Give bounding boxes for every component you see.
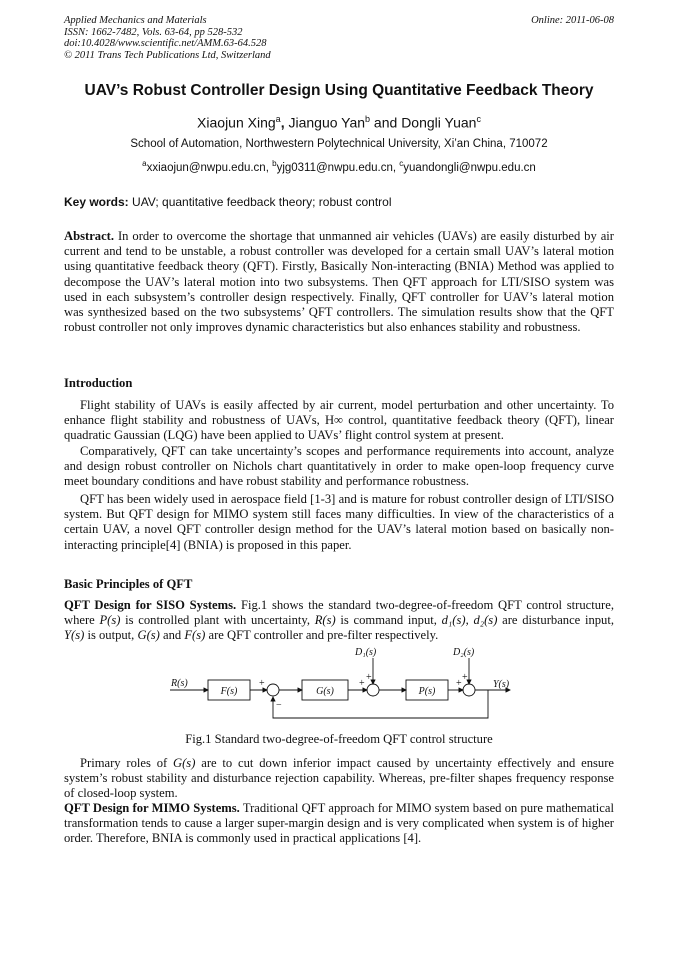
journal-name: Applied Mechanics and Materials	[64, 15, 207, 26]
label-G: G(s)	[316, 686, 334, 697]
block-diagram	[160, 644, 520, 728]
feedback-path	[273, 690, 488, 718]
roles-prefix: Primary roles of	[80, 756, 174, 770]
math-R: R(s)	[314, 613, 336, 628]
author-sep-2: and	[370, 114, 402, 131]
sign-minus-1: −	[276, 700, 282, 711]
mimo-label: QFT Design for MIMO Systems.	[64, 801, 240, 815]
siso-text-3: is command input,	[335, 613, 442, 628]
email-b: yjg0311@nwpu.edu.cn,	[276, 161, 397, 174]
label-Y: Y(s)	[493, 679, 510, 690]
math-Y: Y(s)	[64, 628, 85, 643]
journal-header	[64, 15, 271, 61]
roles-paragraph	[64, 756, 614, 802]
sign-plus-3: +	[366, 672, 372, 683]
siso-paragraph	[64, 598, 614, 644]
math-F: F(s)	[184, 628, 206, 643]
paper-title: UAV’s Robust Controller Design Using Quantitative Feedback Theory	[84, 82, 594, 99]
author-sep-1: ,	[280, 114, 289, 131]
label-P: P(s)	[418, 686, 436, 697]
author-2-sup: b	[365, 114, 371, 124]
siso-text-5: is output,	[84, 628, 138, 643]
author-3-sup: c	[476, 114, 481, 124]
mimo-paragraph	[64, 801, 614, 847]
label-F: F(s)	[220, 686, 238, 697]
siso-text-4: are disturbance input,	[497, 613, 614, 628]
online-date: Online: 2011-06-08	[531, 15, 614, 26]
math-G: G(s)	[137, 628, 160, 643]
abstract-text: In order to overcome the shortage that unmanned air vehicles (UAVs) are easily disturbed by air current and tend to be unstable, a robust controller was developed for a certain small UAV’s lateral motion using quantitative feedback theory (QFT). Firstly, Basically Non-interacting (BNIA) Method was applied to decompose the UAV’s lateral motion into two subsystems. Then QFT approach for LTI/SISO system was used in each subsystem’s controller design respectively. Finally, QFT controller for UAV’s lateral motion was synthesized based on the two subsystems’ QFT controllers. The simulation results show that the QFT robust controller not only improves dynamic characteristics but also enhances stability and robustness.	[64, 229, 614, 335]
figure-caption: Fig.1 Standard two-degree-of-freedom QFT control structure	[185, 732, 493, 746]
section-heading-introduction: Introduction	[64, 376, 133, 390]
abstract-label: Abstract.	[64, 229, 115, 243]
keywords	[64, 195, 392, 209]
email-a-sup: a	[142, 159, 147, 168]
summing-junction-1	[267, 684, 279, 696]
summing-junction-3	[463, 684, 475, 696]
summing-junction-2	[367, 684, 379, 696]
email-a: xxiaojun@nwpu.edu.cn,	[146, 161, 269, 174]
sign-plus-2: +	[359, 678, 365, 689]
intro-paragraph-3: QFT has been widely used in aerospace field [1-3] and is mature for robust controller design of LTI/SISO system. But QFT design for MIMO system still faces many difficulties. In view of the characteristics of a certain UAV, a novel QFT controller design method for the UAV’s lateral motion based on basically non-interacting principle[4] (BNIA) is proposed in this paper.	[64, 492, 614, 552]
affiliation: School of Automation, Northwestern Polytechnical University, Xi’an China, 710072	[130, 138, 548, 150]
section-heading-basic-principles: Basic Principles of QFT	[64, 577, 193, 591]
issn: ISSN: 1662-7482, Vols. 63-64, pp 528-532	[64, 26, 243, 38]
email-c: yuandongli@nwpu.edu.cn	[403, 161, 536, 174]
siso-text-2: is controlled plant with uncertainty,	[120, 613, 315, 628]
roles-text: are to cut down inferior impact caused by uncertainty effectively and ensure system’s robust stability and disturbance rejection capability. Whereas, pre-filter shapes frequency response of closed-loop system.	[64, 756, 614, 801]
sign-plus-1: +	[259, 678, 265, 689]
author-1-sup: a	[275, 114, 281, 124]
email-b-sup: b	[272, 159, 277, 168]
math-d: d₁(s), d₂(s)	[441, 613, 498, 628]
mimo-text: Traditional QFT approach for MIMO system based on pure mathematical transformation tends to cause a larger super-margin design and is very complicated when system is of higher order. Therefore, BNIA is commonly used in practical applications [4].	[64, 801, 614, 846]
keywords-text: UAV; quantitative feedback theory; robust control	[128, 195, 392, 209]
keywords-label: Key words:	[64, 195, 129, 209]
siso-text-1: Fig.1 shows the standard two-degree-of-freedom QFT control structure, where	[64, 598, 614, 628]
label-R: R(s)	[171, 678, 188, 689]
copyright: © 2011 Trans Tech Publications Ltd, Switzerland	[64, 49, 271, 61]
sign-plus-5: +	[462, 672, 468, 683]
intro-paragraph-1: Flight stability of UAVs is easily affected by air current, model perturbation and other uncertainty. To enhance flight stability and robustness of UAVs, H∞ control, quantitative feedback theory (QFT), linear quadratic Gaussian (LQG) have been applied to UAVs’ flight control system at present.	[64, 398, 614, 443]
siso-label: QFT Design for SISO Systems.	[64, 598, 237, 612]
math-P: P(s)	[99, 613, 121, 628]
doi: doi:10.4028/www.scientific.net/AMM.63-64.528	[64, 38, 267, 49]
siso-text-6: and	[159, 628, 185, 643]
email-c-sup: c	[399, 159, 404, 168]
sign-plus-4: +	[456, 678, 462, 689]
label-D1: D₁(s)	[355, 647, 377, 658]
siso-text-7: are QFT controller and pre-filter respectively.	[205, 628, 439, 643]
abstract	[64, 229, 614, 335]
label-D2: D₂(s)	[453, 647, 475, 658]
author-3: Dongli Yuan	[401, 114, 477, 131]
author-1: Xiaojun Xing	[197, 114, 276, 131]
author-list	[0, 114, 678, 131]
math-G-2: G(s)	[173, 756, 196, 770]
intro-paragraph-2: Comparatively, QFT can take uncertainty’s scopes and performance requirements into account, analyze and design robust controller on Nichols chart quantitatively in order to make open-loop frequency curve meet boundary conditions and have robust stability and performance robustness.	[64, 444, 614, 489]
email-list	[0, 159, 678, 174]
author-2: Jianguo Yan	[288, 114, 366, 131]
